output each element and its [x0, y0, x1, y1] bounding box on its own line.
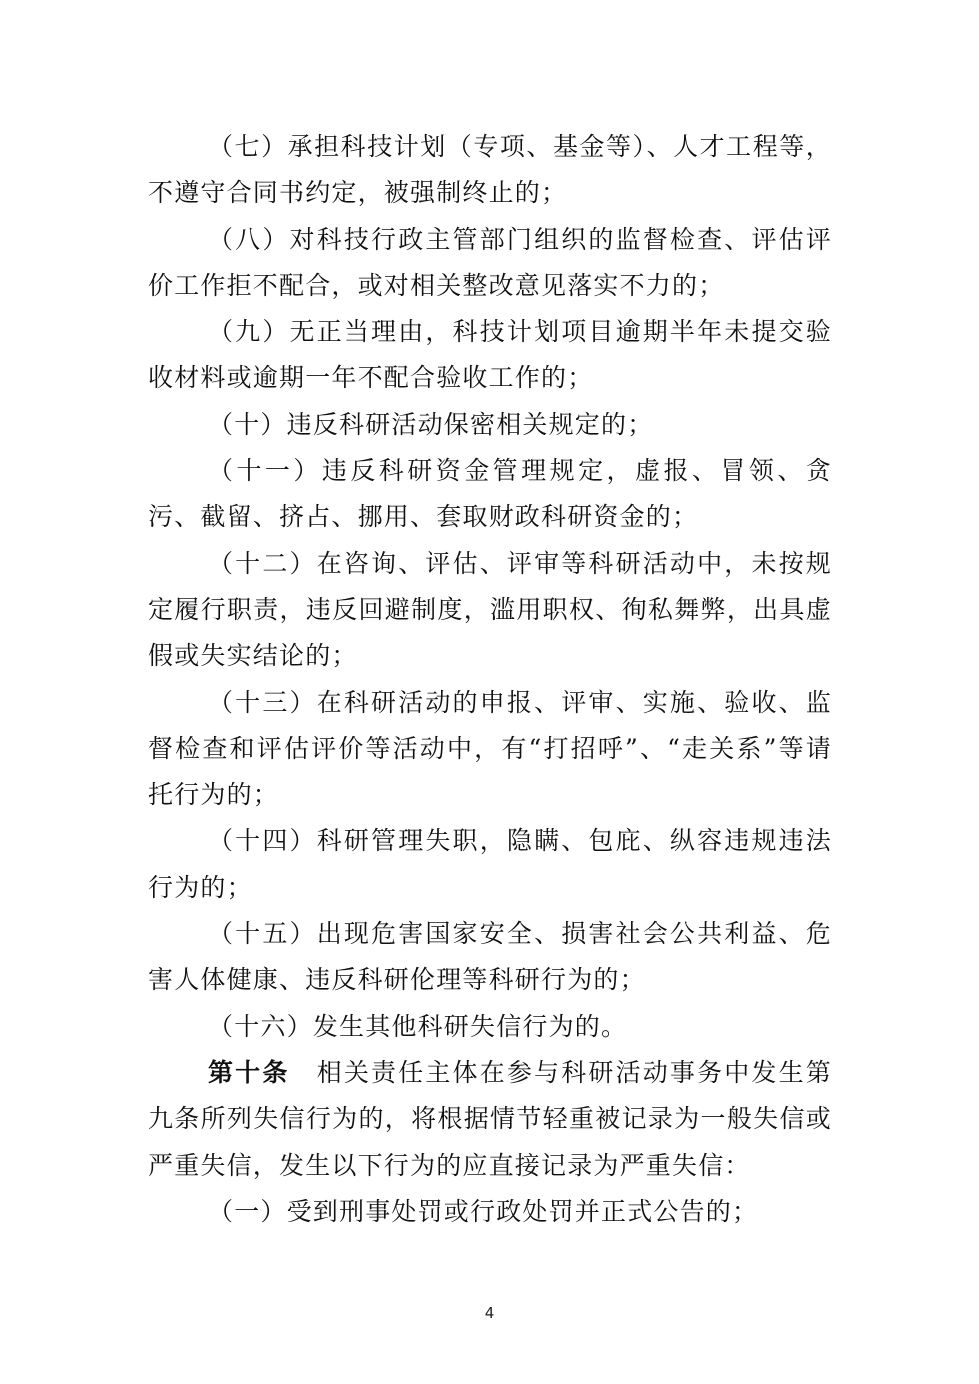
clause-7: （七）承担科技计划（专项、基金等）、人才工程等，不遵守合同书约定，被强制终止的；: [148, 132, 832, 208]
clause-11: （十一）违反科研资金管理规定，虚报、冒领、贪污、截留、挤占、挪用、套取财政科研资金的；: [148, 456, 832, 532]
article-10: [148, 1050, 832, 1189]
article-heading: 第十条: [208, 1057, 290, 1087]
article-body: 相关责任主体在参与科研活动事务中发生第九条所列失信行为的，将根据情节轻重被记录为一般失信或严重失信，发生以下行为的应直接记录为严重失信：: [148, 1057, 832, 1180]
clause-10: （十）违反科研活动保密相关规定的；: [208, 409, 654, 439]
clause-8: （八）对科技行政主管部门组织的监督检查、评估评价工作拒不配合，或对相关整改意见落实不力的；: [148, 224, 832, 300]
clause-13: （十三）在科研活动的申报、评审、实施、验收、监督检查和评估评价等活动中，有“打招呼”、“走关系”等请托行为的；: [148, 687, 832, 810]
clause-14: （十四）科研管理失职，隐瞒、包庇、纵容违规违法行为的；: [148, 826, 832, 902]
document-body: [148, 124, 832, 1235]
page-number: 4: [484, 1304, 495, 1322]
clause-16: （十六）发生其他科研失信行为的。: [208, 1011, 628, 1041]
clause-9: （九）无正当理由，科技计划项目逾期半年未提交验收材料或逾期一年不配合验收工作的；: [148, 317, 832, 393]
clause-15: （十五）出现危害国家安全、损害社会公共利益、危害人体健康、违反科研伦理等科研行为的；: [148, 919, 832, 995]
clause-12: （十二）在咨询、评估、评审等科研活动中，未按规定履行职责，违反回避制度，滥用职权、徇私舞弊，出具虚假或失实结论的；: [148, 548, 832, 671]
article-10-clause-1: （一）受到刑事处罚或行政处罚并正式公告的；: [208, 1196, 759, 1226]
